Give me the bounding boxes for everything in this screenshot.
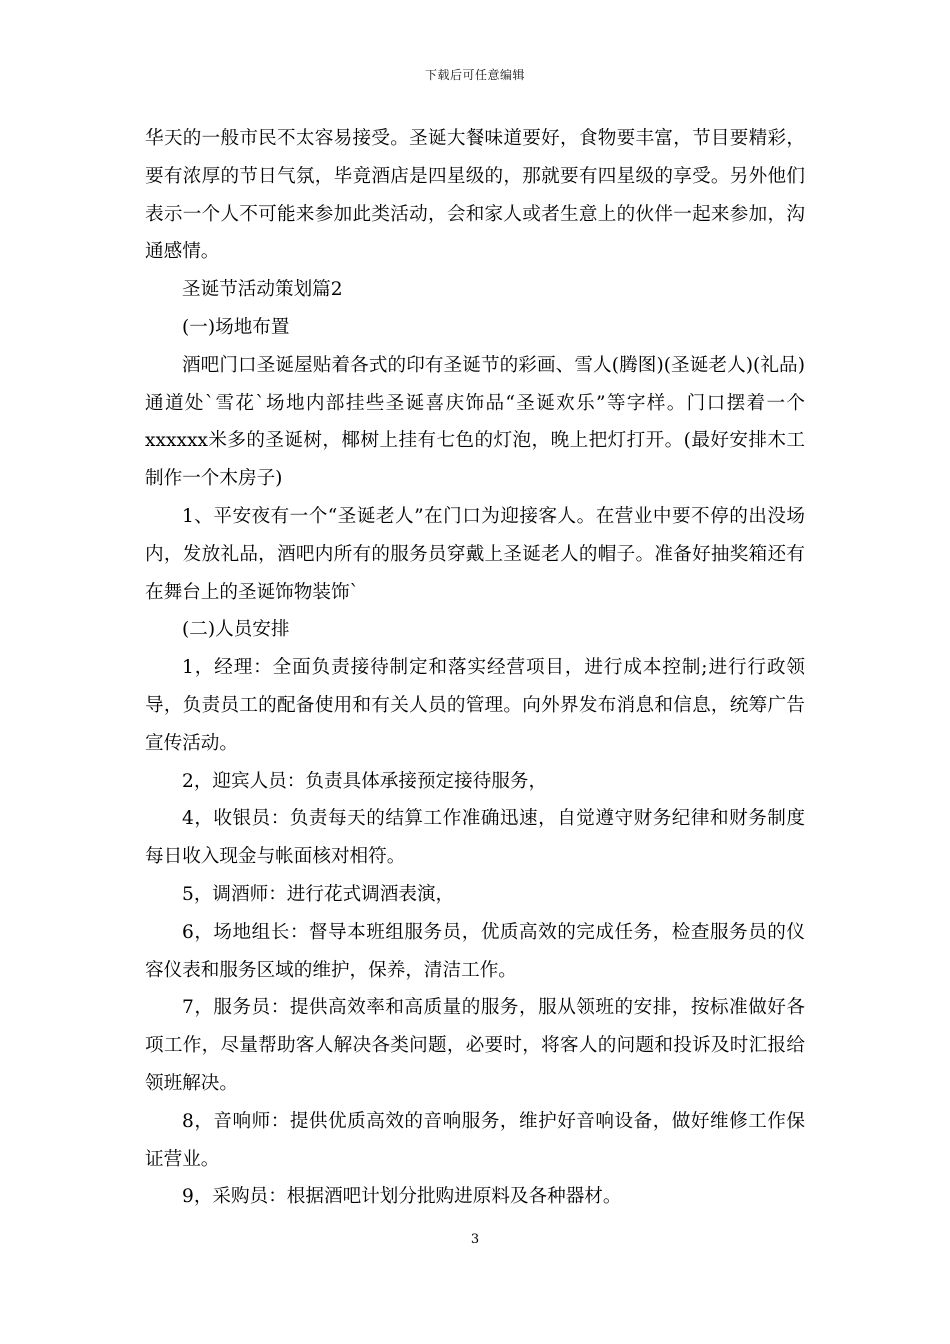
page-header-note: 下载后可任意编辑 [424,68,525,82]
paragraph: 酒吧门口圣诞屋贴着各式的印有圣诞节的彩画、雪人(腾图)(圣诞老人)(礼品)通道处`雪花`场地内部挂些圣诞喜庆饰品“圣诞欢乐”等字样。门口摆着一个xxxxxx米多的圣诞树，椰树上挂有七色的灯泡，晚上把灯打开。(最好安排木工制作一个木房子) [145,354,805,490]
list-item: 1，经理：全面负责接待制定和落实经营项目，进行成本控制;进行行政领导，负责员工的配备使用和有关人员的管理。向外界发布消息和信息，统筹广告宣传活动。 [145,657,805,754]
paragraph: 华天的一般市民不太容易接受。圣诞大餐味道要好，食物要丰富，节目要精彩，要有浓厚的节日气氛，毕竟酒店是四星级的，那就要有四星级的享受。另外他们表示一个人不可能来参加此类活动，会和家人或者生意上的伙伴一起来参加，沟通感情。 [145,128,805,263]
paragraph: 1、平安夜有一个“圣诞老人”在门口为迎接客人。在营业中要不停的出没场内，发放礼品，酒吧内所有的服务员穿戴上圣诞老人的帽子。准备好抽奖箱还有在舞台上的圣诞饰物装饰` [145,505,805,603]
list-item: 2，迎宾人员：负责具体承接预定接待服务， [182,770,548,792]
document-body [145,120,805,1216]
list-item: 5，调酒师：进行花式调酒表演， [182,883,455,905]
subsection-heading: (二)人员安排 [182,619,290,641]
list-item: 6，场地组长：督导本班组服务员，优质高效的完成任务，检查服务员的仪容仪表和服务区域的维护，保养，清洁工作。 [145,921,805,981]
list-item: 9，采购员：根据酒吧计划分批购进原料及各种器材。 [182,1186,622,1208]
list-item: 4，收银员：负责每天的结算工作准确迅速，自觉遵守财务纪律和财务制度每日收入现金与帐面核对相符。 [145,808,805,868]
list-item: 8，音响师：提供优质高效的音响服务，维护好音响设备，做好维修工作保证营业。 [145,1110,805,1170]
list-item: 7，服务员：提供高效率和高质量的服务，服从领班的安排，按标准做好各项工作，尽量帮助客人解决各类问题，必要时，将客人的问题和投诉及时汇报给领班解决。 [145,997,805,1094]
page-number: 3 [470,1232,480,1247]
subsection-heading: (一)场地布置 [182,316,290,338]
section-title: 圣诞节活动策划篇2 [182,279,343,301]
